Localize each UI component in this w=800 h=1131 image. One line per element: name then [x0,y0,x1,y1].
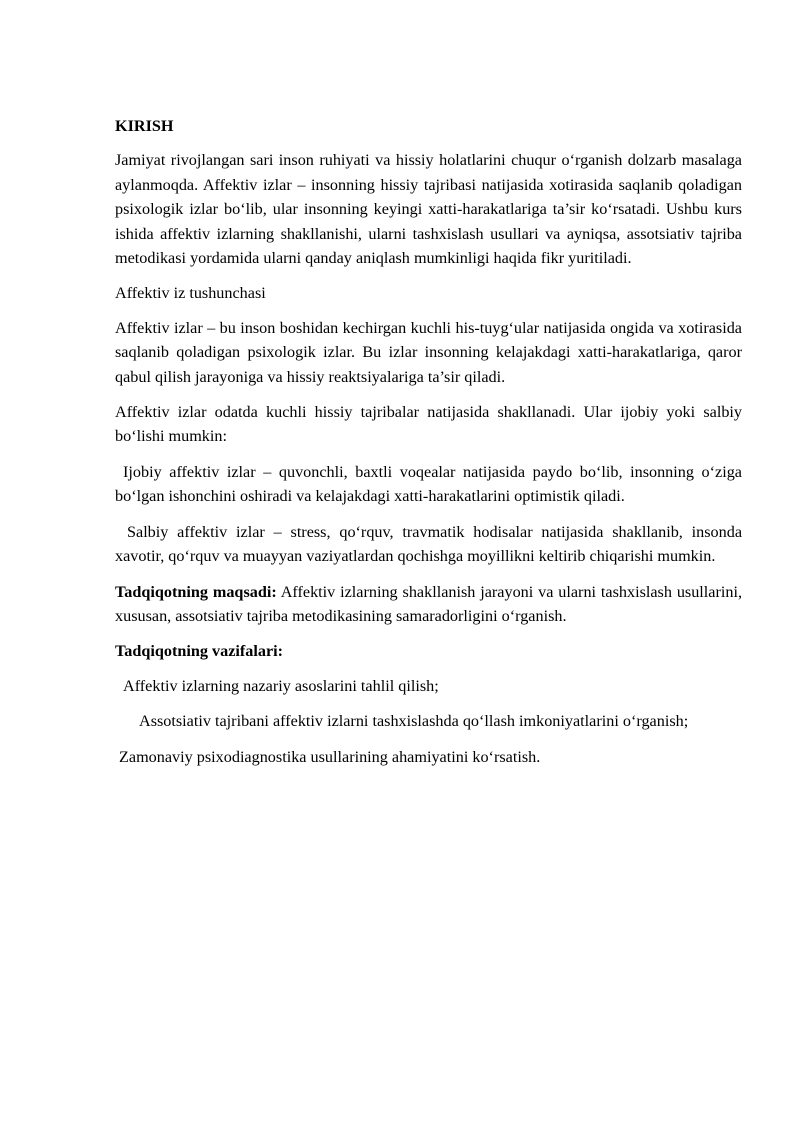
document-page [115,114,742,780]
positive-traces-paragraph: Ijobiy affektiv izlar – quvonchli, baxtli voqealar natijasida paydo bo‘lib, insonning o‘ziga bo‘lgan ishonchini oshiradi va kelajakdagi xatti-harakatlarini optimistik qiladi. [115,462,742,506]
negative-traces-paragraph: Salbiy affektiv izlar – stress, qo‘rquv, travmatik hodisalar natijasida shakllanib, insonda xavotir, qo‘rquv va muayyan vaziyatlardan qochishga moyillikni keltirib chiqarishi mumkin. [115,522,742,566]
tasks-heading: Tadqiqotning vazifalari: [115,642,284,661]
task-item: Assotsiativ tajribani affektiv izlarni tashxislashda qo‘llash imkoniyatlarini o‘rganish; [139,712,689,731]
page-title: KIRISH [115,117,174,135]
definition-paragraph: Affektiv izlar – bu inson boshidan kechirgan kuchli his-tuyg‘ular natijasida ongida va xotirasida saqlanib qoladigan psixologik izlar. Bu izlar insonning kelajakdagi xatti-harakatlariga, qaror qabul qilish jarayoniga va hissiy reaktsiyalariga ta’sir qiladi. [115,318,742,386]
formation-paragraph: Affektiv izlar odatda kuchli hissiy tajribalar natijasida shakllanadi. Ular ijobiy yoki salbiy bo‘lishi mumkin: [115,403,742,446]
goal-label: Tadqiqotning maqsadi: [115,582,277,601]
goal-paragraph [115,580,742,629]
goal-text: Affektiv izlarning shakllanish jarayoni va ularni tashxislash usullarini, xususan, assotsiativ tajriba metodikasining samaradorligini o‘rganish. [115,582,743,625]
task-item: Affektiv izlarning nazariy asoslarini tahlil qilish; [123,676,439,695]
intro-paragraph: Jamiyat rivojlangan sari inson ruhiyati va hissiy holatlarini chuqur o‘rganish dolzarb masalaga aylanmoqda. Affektiv izlar – insonning hissiy tajribasi natijasida xotirasida saqlanib qoladigan psixologik izlar bo‘lib, ular insonning keyingi xatti-harakatlariga ta’sir ko‘rsatadi. Ushbu kurs ishida affektiv izlarning shakllanishi, ularni tashxislash usullari va ayniqsa, assotsiativ tajriba metodikasi yordamida ularni qanday aniqlash mumkinligi haqida fikr yuritiladi. [115,151,742,268]
section-title: Affektiv iz tushunchasi [115,284,266,303]
task-item: Zamonaviy psixodiagnostika usullarining ahamiyatini ko‘rsatish. [119,747,541,766]
